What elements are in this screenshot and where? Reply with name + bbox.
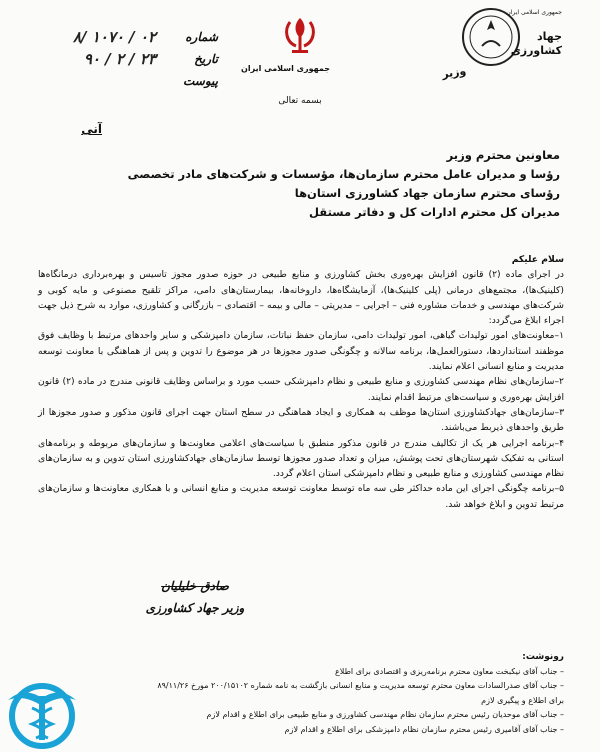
addressees (40, 146, 560, 222)
iran-emblem (241, 14, 330, 84)
body-item: ۴–برنامه اجرایی هر یک از تکالیف مندرج در قانون مذکور منطبق با سیاست‌های اعلامی معاونت‌ها و سازمان‌های مربوطه و برنامه‌های استانی به تفکیک شهرستان‌های تحت پوشش، میزان و تعداد صدور مجوزها توسط سازمان‌های جهادکشاورزی استان تدوین و به سازمان‌های نظام مهندسی کشاورزی و منابع طبیعی و نظام دامپزشکی استان اعلام گردد. (38, 437, 564, 480)
meta-date-label: تاریخ (194, 52, 218, 66)
cc-line: – جناب آقای صدرالسادات معاون محترم توسعه مدیریت و منابع انسانی بازگشت به نامه شماره ۲۰۰/۱۵۱۰۲ مورخ ۸۹/۱۱/۲۶ (157, 681, 564, 691)
letter-body (38, 252, 564, 512)
body-item: ۳–سازمان‌های جهادکشاورزی استان‌ها موظف به همکاری و ایجاد هماهنگی در سطح استان جهت اجرای قانون مذکور و صدور مجوزها از طریق واحدهای ذیربط می‌باشند. (38, 406, 564, 434)
addressee-line: رؤسای محترم سازمان جهاد کشاورزی استان‌ها (294, 186, 560, 200)
body-intro: در اجرای ماده (۲) قانون افزایش بهره‌وری بخش کشاورزی و منابع طبیعی در حوزه صدور مجوز تاسیس و بهره‌برداری درمانگاه‌ها (کلینیک‌ها)، مجتمع‌های درمانی (پلی کلینیک‌ها)، آزمایشگاه‌ها، داروخانه‌ها، بیمارستان‌های دامی، مراکز تلقیح مصنوعی و مایه کوبی و شرکت‌های مهندسی و خدمات مشاوره فنی – اجرایی – مدیریتی – مالی و بیمه – اقتصادی – بازرگانی و کشاورزی، موارد به شرح ذیل جهت اجراء ابلاغ می‌گردد: (38, 269, 564, 327)
cc-heading: رونوشت: (522, 652, 564, 662)
meta-date-value: ۹۰ / ۲ / ۲۳ (83, 50, 156, 68)
meta-attach-row (18, 70, 218, 92)
signature-name: صادق خلیلیان (161, 579, 229, 593)
cc-line: – جناب آقای موحدیان رئیس محترم سازمان نظام مهندسی کشاورزی و منابع طبیعی برای اطلاع و اقدام لازم (206, 710, 564, 720)
meta-number-row (18, 26, 218, 48)
urgency-label: آنی (81, 122, 102, 136)
cc-line: برای اطلاع و پیگیری لازم (481, 695, 564, 705)
seal-minister-label: وزیر (441, 64, 467, 81)
meta-attach-label: پیوست (183, 74, 218, 88)
meta-number-label: شماره (185, 30, 218, 44)
emblem-caption: جمهوری اسلامی ایران (241, 64, 330, 73)
signature-block (120, 575, 270, 619)
body-item: ۱–معاونت‌های امور تولیدات گیاهی، امور تولیدات دامی، سازمان حفظ نباتات، سازمان دامپزشکی و سایر واحدهای مرتبط با وظایف فوق موظفند استانداردها، دستورالعمل‌ها، برنامه سالانه و چگونگی صدور مجوزها در هر موضوع را تدوین و پس از هماهنگی با معاونت توسعه مدیریت و منابع انسانی اعلام نمایند. (38, 330, 564, 373)
addressee-line: مدیران کل محترم ادارات کل و دفاتر مستقل (309, 205, 560, 219)
salutation: سلام علیکم (511, 254, 564, 265)
seal-top-text: جمهوری اسلامی ایران (506, 9, 562, 16)
ministry-seal (412, 6, 562, 94)
meta-number-value: ۸/ ۱۰۷۰ / ۰۲ (72, 28, 156, 46)
seal-ministry-text: جهاد کشاورزی (510, 30, 562, 57)
letter-meta (18, 26, 218, 92)
addressee-line: معاونین محترم وزیر (446, 148, 560, 162)
veterinary-logo (2, 672, 82, 752)
bismillah: بسمه تعالی (278, 96, 322, 106)
signature-title: وزیر جهاد کشاورزی (145, 601, 245, 615)
body-item: ۵–برنامه چگونگی اجرای این ماده حداکثر طی سه ماه توسط معاونت توسعه مدیریت و منابع انسانی و با همکاری معاونت‌ها و سازمان‌های مرتبط تدوین و ابلاغ خواهد شد. (38, 483, 564, 510)
cc-block (38, 650, 564, 738)
meta-date-row (18, 48, 218, 70)
cc-line: – جناب آقای نیکبخت معاون محترم برنامه‌ریزی و اقتصادی برای اطلاع (335, 666, 564, 676)
addressee-line: رؤسا و مدیران عامل محترم سازمان‌ها، مؤسسات و شرکت‌های مادر تخصصی (127, 167, 560, 181)
body-item: ۲–سازمان‌های نظام مهندسی کشاورزی و منابع طبیعی و نظام دامپزشکی حسب مورد و براساس وظایف قانونی مندرج در ماده (۲) قانون افزایش بهره‌وری و سیاست‌های مرتبط اقدام نمایند. (38, 376, 564, 403)
iran-emblem-icon (280, 14, 320, 58)
cc-line: – جناب آقای آقامیری رئیس محترم سازمان نظام دامپزشکی برای اطلاع و اقدام لازم (284, 724, 564, 734)
caduceus-wings-icon (2, 672, 82, 752)
